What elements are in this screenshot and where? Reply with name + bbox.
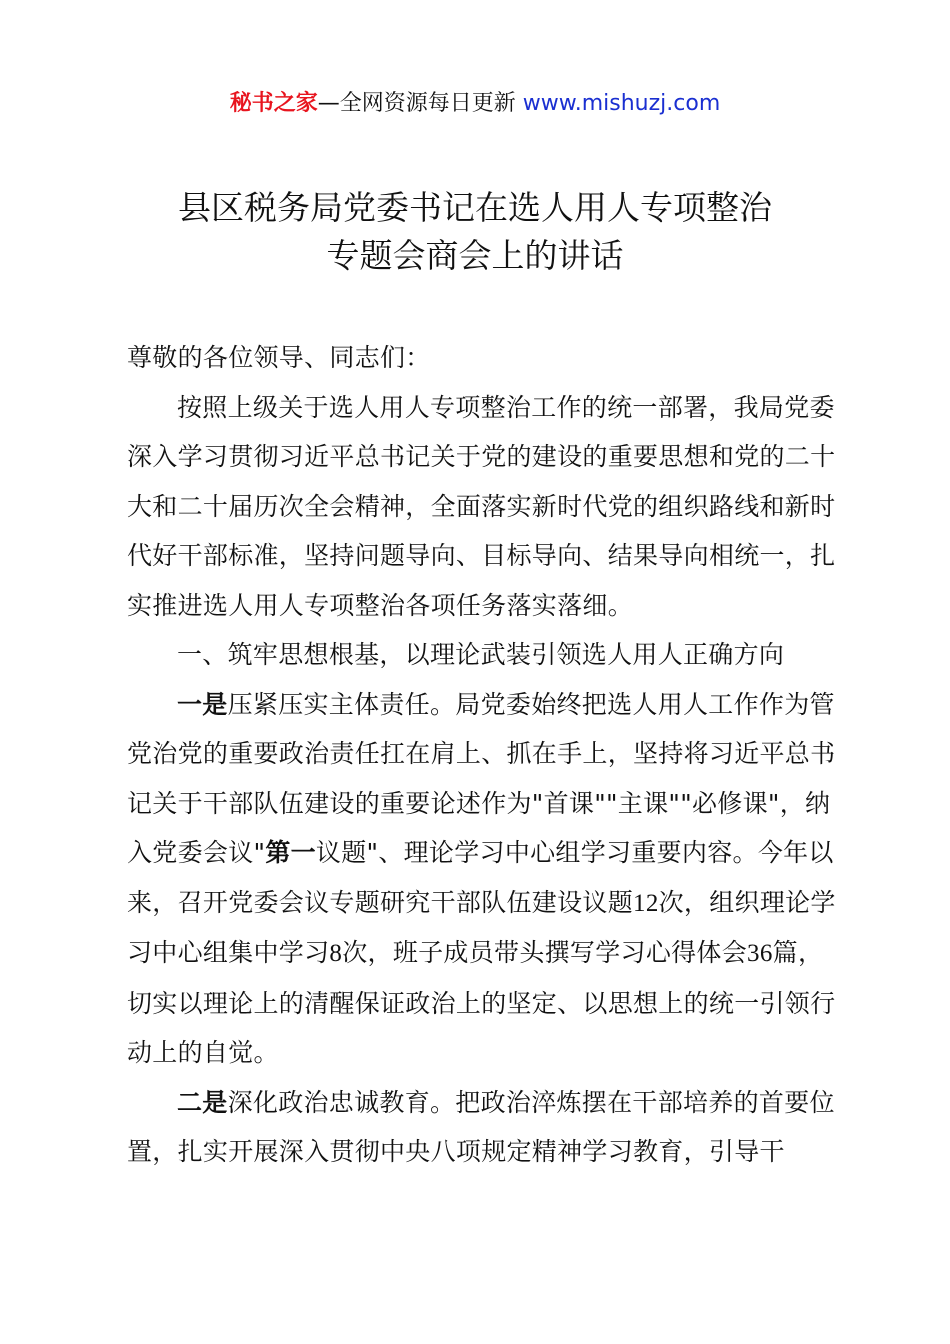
paragraph-1-text-e: 篇，切实以理论上的清醒保证政治上的坚定、以思想上的统一引领行动上的自觉。 [127, 938, 836, 1067]
document-body [127, 333, 847, 1177]
site-tagline: —全网资源每日更新 [317, 91, 523, 116]
paragraph-1-text-c: 次，组织理论学习中心组集中学习 [127, 887, 836, 967]
salutation: 尊敬的各位领导、同志们： [127, 343, 431, 372]
paragraph-2 [127, 1078, 847, 1177]
site-header [0, 88, 950, 120]
brand-name: 秘书之家 [229, 91, 318, 116]
paragraph-1-text-b: 议题"、理论学习中心组学习重要内容。今年以来，召开党委会议专题研究干部队伍建设议题 [127, 838, 834, 917]
intro-paragraph: 按照上级关于选人用人专项整治工作的统一部署，我局党委深入学习贯彻习近平总书记关于党的建设的重要思想和党的二十大和二十届历次全会精神，全面落实新时代党的组织路线和新时代好干部标准，坚持问题导向、目标导向、结果导向相统一，扎实推进选人用人专项整治各项任务落实落细。 [127, 392, 836, 620]
title-line-1: 县区税务局党委书记在选人用人专项整治 [178, 188, 772, 227]
paragraph-1-lead: 一是 [177, 689, 228, 719]
essay-count: 36 [747, 940, 773, 967]
meeting-count: 12 [633, 889, 659, 917]
paragraph-1-bold: 第一 [265, 838, 316, 867]
document-title [0, 184, 950, 280]
paragraph-2-text: 深化政治忠诚教育。把政治淬炼摆在干部培养的首要位置，扎实开展深入贯彻中央八项规定精神学习教育，引导干 [127, 1087, 835, 1166]
paragraph-1-text-d: 次，班子成员带头撰写学习心得体会 [342, 938, 748, 967]
paragraph-1 [127, 680, 847, 1078]
section-1-heading: 一、筑牢思想根基，以理论武装引领选人用人正确方向 [177, 640, 785, 669]
title-line-2: 专题会商会上的讲话 [326, 236, 624, 275]
paragraph-1-text-a: 压紧压实主体责任。局党委始终把选人用人工作作为管党治党的重要政治责任扛在肩上、抓在手上，坚持将习近平总书记关于干部队伍建设的重要论述作为"首课""主课""必修课"，纳入党委会议" [127, 689, 836, 867]
study-count: 8 [329, 940, 343, 967]
paragraph-2-lead: 二是 [177, 1087, 228, 1117]
site-url[interactable]: www.mishuzj.com [522, 91, 721, 116]
